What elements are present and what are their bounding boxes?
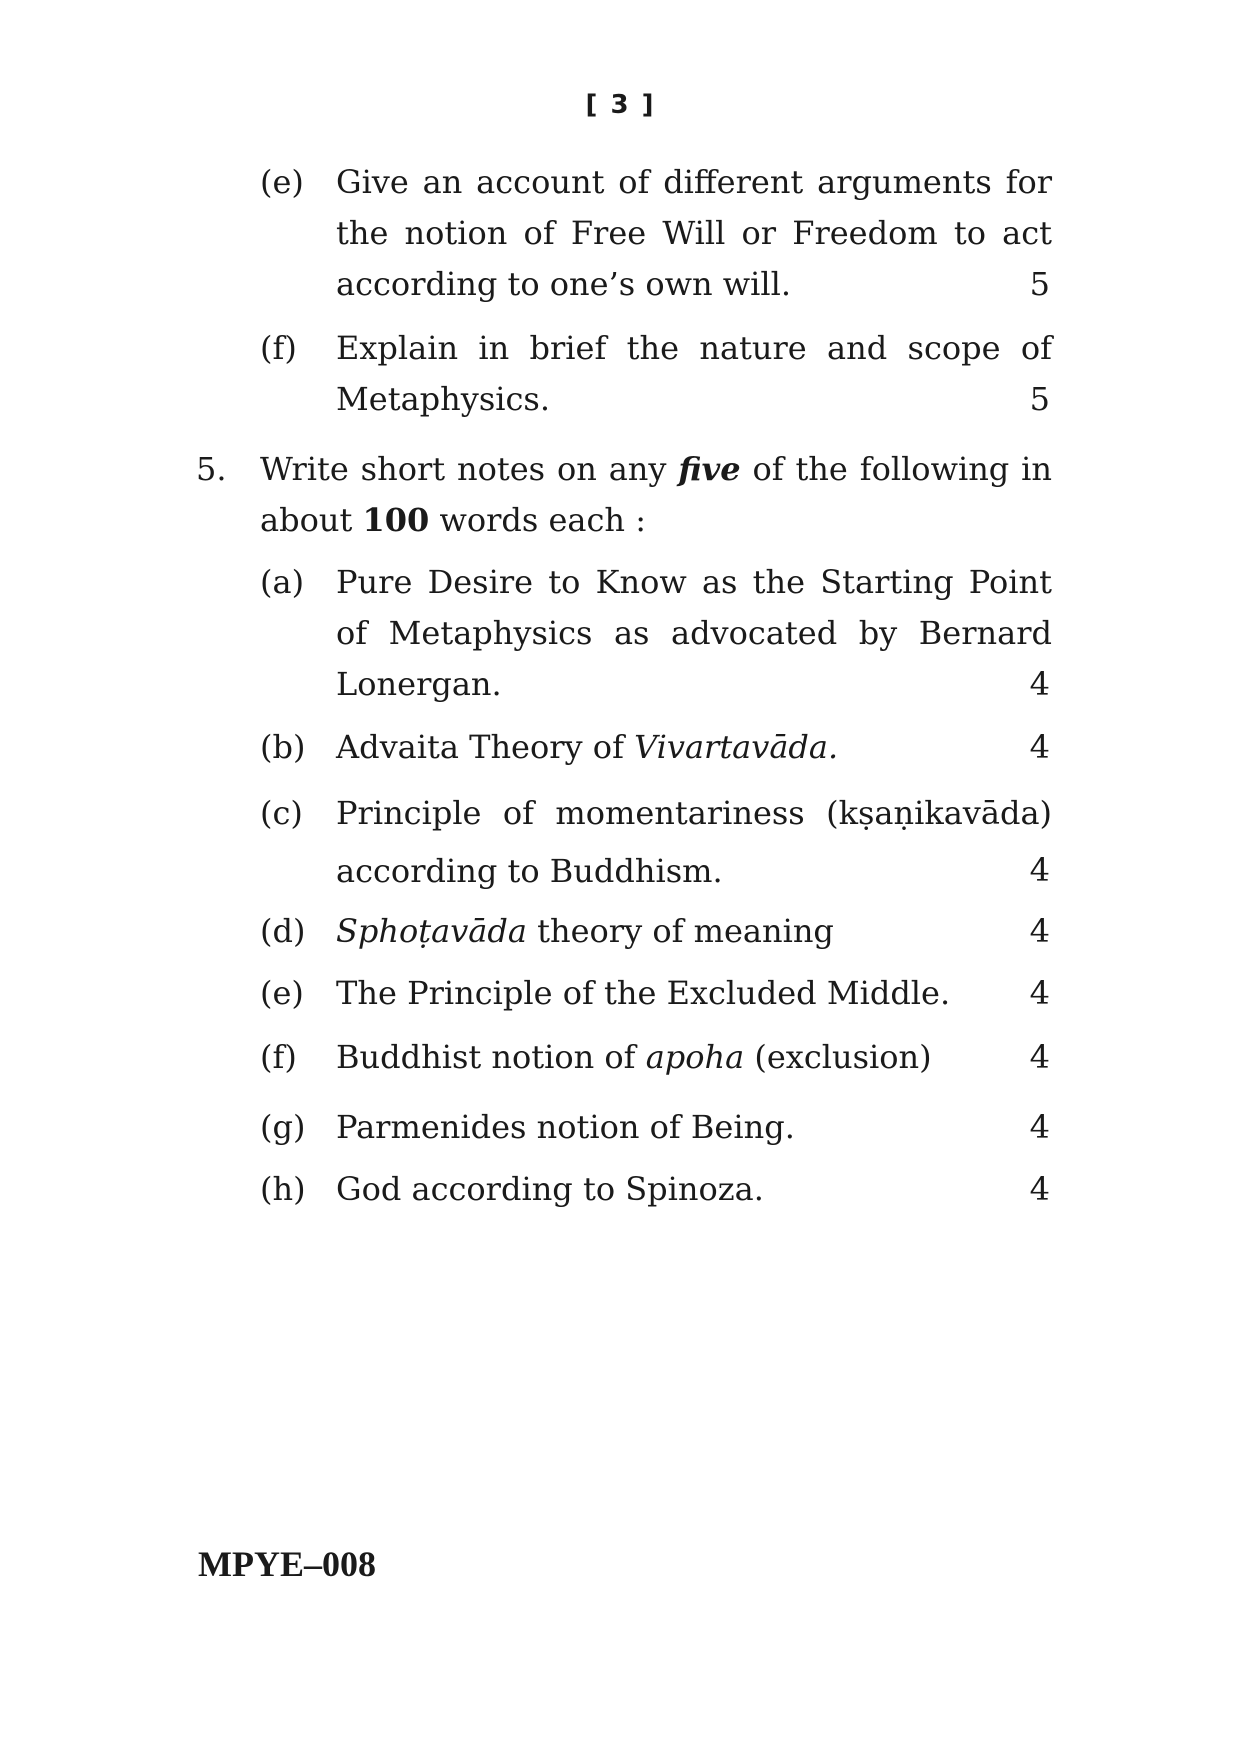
question-text-part: words each :	[429, 501, 646, 539]
item-text: Parmenides notion of Being.	[336, 1108, 795, 1146]
item-text: Principle of momentariness (kṣaṇikavāda) according to Buddhism.	[336, 794, 1052, 890]
item-text: Pure Desire to Know as the Starting Point of Metaphysics as advocated by Bernard Lonergan.	[336, 563, 1052, 703]
paper-code: MPYE–008	[198, 1544, 376, 1584]
item-text: The Principle of the Excluded Middle.	[336, 974, 951, 1012]
item-label: (c)	[260, 794, 303, 832]
item-marks: 4	[1029, 851, 1050, 889]
item-term: apoha	[645, 1038, 745, 1076]
item-text-part: theory of meaning	[526, 912, 834, 950]
item-text-part: Advaita Theory of	[336, 728, 635, 766]
item-marks: 5	[1029, 265, 1050, 303]
item-text-part: (exclusion)	[744, 1038, 932, 1076]
item-label: (f)	[260, 329, 297, 367]
item-text: Explain in brief the nature and scope of Metaphysics.	[336, 329, 1052, 418]
item-label: (e)	[260, 974, 304, 1012]
item-marks: 4	[1029, 728, 1050, 766]
item-label: (e)	[260, 163, 304, 201]
question-number: 5.	[196, 450, 227, 488]
question-word-count: 100	[362, 501, 430, 539]
item-marks: 4	[1029, 1108, 1050, 1146]
question-text-part: of the following in about	[260, 450, 1053, 539]
item-text	[336, 906, 1052, 957]
item-marks: 4	[1029, 1038, 1050, 1076]
item-label: (a)	[260, 563, 305, 601]
item-text: God according to Spinoza.	[336, 1170, 764, 1208]
item-marks: 4	[1029, 912, 1050, 950]
item-term: Vivartavāda.	[634, 728, 839, 766]
item-label: (b)	[260, 728, 306, 766]
item-marks: 4	[1029, 974, 1050, 1012]
item-text-part: Buddhist notion of	[336, 1038, 646, 1076]
item-text: Give an account of different arguments for the notion of Free Will or Freedom to act according to one’s own will.	[336, 163, 1052, 303]
item-text	[336, 722, 1052, 773]
item-term: Sphoṭavāda	[336, 912, 527, 950]
question-text	[260, 444, 1052, 546]
page-number: [ 3 ]	[585, 90, 656, 120]
question-emphasis: five	[678, 450, 741, 488]
item-text	[336, 1032, 1052, 1083]
item-marks: 4	[1029, 665, 1050, 703]
item-label: (h)	[260, 1170, 306, 1208]
item-label: (g)	[260, 1108, 306, 1146]
item-label: (f)	[260, 1038, 297, 1076]
item-marks: 4	[1029, 1170, 1050, 1208]
question-text-part: Write short notes on any	[260, 450, 679, 488]
item-marks: 5	[1029, 380, 1050, 418]
item-label: (d)	[260, 912, 306, 950]
